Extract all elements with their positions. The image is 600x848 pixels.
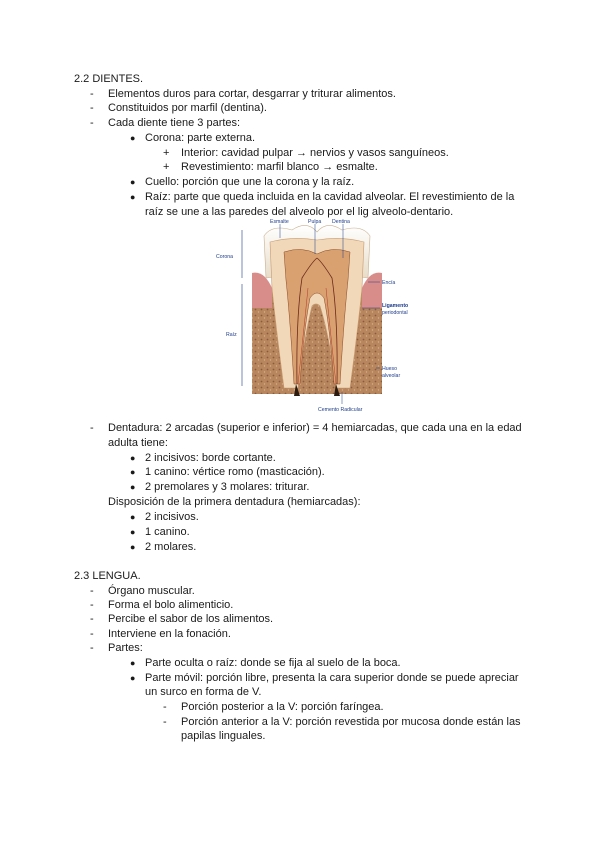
dash-marker: - (90, 117, 94, 129)
list-item-corona: Corona: parte externa. (145, 132, 256, 144)
label-ligamento: Ligamento (382, 303, 409, 309)
dash-marker: - (90, 628, 94, 640)
label-dentina: Dentina (332, 219, 350, 225)
dash-marker: - (90, 102, 94, 114)
list-item-oculta: Parte oculta o raíz: donde se fija al suelo de la boca. (145, 657, 401, 669)
list-item: Partes: (108, 642, 143, 654)
label-encia: Encía (382, 280, 396, 286)
list-item-raiz: Raíz: parte que queda incluida en la cavidad alveolar. El revestimiento de la (145, 191, 515, 203)
plus-marker: + (163, 147, 170, 159)
list-item: Percibe el sabor de los alimentos. (108, 613, 274, 625)
label-periodontal: periodontal (382, 310, 408, 316)
list-item-anterior-cont: papilas linguales. (181, 730, 266, 742)
disposicion-text: Disposición de la primera dentadura (hemiarcadas): (108, 496, 361, 508)
dash-marker: - (90, 422, 94, 434)
label-esmalte: Esmalte (270, 219, 289, 225)
list-item: Elementos duros para cortar, desgarrar y triturar alimentos. (108, 88, 396, 100)
bullet-marker: ● (130, 673, 136, 683)
dash-marker: - (90, 585, 94, 597)
list-item: Constituidos por marfil (dentina). (108, 102, 267, 114)
bullet-marker: ● (130, 512, 136, 522)
list-item-dentadura: Dentadura: 2 arcadas (superior e inferior) = 4 hemiarcadas, que cada una en la edad (108, 422, 522, 434)
bullet-marker: ● (130, 658, 136, 668)
list-item: Interviene en la fonación. (108, 628, 231, 640)
list-item: 2 incisivos. (145, 511, 199, 523)
dash-marker: - (90, 642, 94, 654)
bullet-marker: ● (130, 177, 136, 187)
tooth-anatomy-figure (212, 218, 418, 414)
dash-marker: - (90, 599, 94, 611)
heading-dientes: 2.2 DIENTES. (74, 73, 144, 85)
label-corona: Corona (216, 254, 234, 260)
list-item: 1 canino: vértice romo (masticación). (145, 466, 325, 478)
bullet-marker: ● (130, 527, 136, 537)
list-item-movil: Parte móvil: porción libre, presenta la cara superior donde se puede apreciar (145, 672, 519, 684)
bullet-marker: ● (130, 482, 136, 492)
label-alveolar: alveolar (382, 373, 401, 379)
bullet-marker: ● (130, 192, 136, 202)
list-item: Revestimiento: marfil blanco → esmalte. (181, 161, 378, 173)
list-item-anterior: Porción anterior a la V: porción revestida por mucosa donde están las (181, 716, 521, 728)
label-hueso: Hueso (382, 366, 397, 372)
list-item-movil-cont: un surco en forma de V. (145, 686, 262, 698)
plus-marker: + (163, 161, 170, 173)
bullet-marker: ● (130, 467, 136, 477)
list-item: Porción posterior a la V: porción faríngea. (181, 701, 384, 713)
list-item: 2 incisivos: borde cortante. (145, 452, 276, 464)
list-item: Forma el bolo alimenticio. (108, 599, 234, 611)
bullet-marker: ● (130, 133, 136, 143)
label-cemento: Cemento Radicular (318, 407, 363, 413)
list-item: 1 canino. (145, 526, 190, 538)
list-item: Interior: cavidad pulpar → nervios y vasos sanguíneos. (181, 147, 449, 159)
list-item: Cada diente tiene 3 partes: (108, 117, 241, 129)
list-item: 2 premolares y 3 molares: triturar. (145, 481, 310, 493)
label-raiz: Raíz (226, 332, 237, 338)
heading-lengua: 2.3 LENGUA. (74, 570, 141, 582)
list-item-raiz-cont: raíz se une a las paredes del alveolo por el lig alveolo-dentario. (145, 206, 454, 218)
dash-marker: - (90, 613, 94, 625)
label-pulpa: Pulpa (308, 219, 322, 225)
list-item: Órgano muscular. (108, 585, 195, 597)
list-item-dentadura-cont: adulta tiene: (108, 437, 168, 449)
bullet-marker: ● (130, 453, 136, 463)
dash-marker: - (163, 716, 167, 728)
dash-marker: - (163, 701, 167, 713)
list-item-cuello: Cuello: porción que une la corona y la raíz. (145, 176, 355, 188)
dash-marker: - (90, 88, 94, 100)
bullet-marker: ● (130, 542, 136, 552)
list-item: 2 molares. (145, 541, 197, 553)
